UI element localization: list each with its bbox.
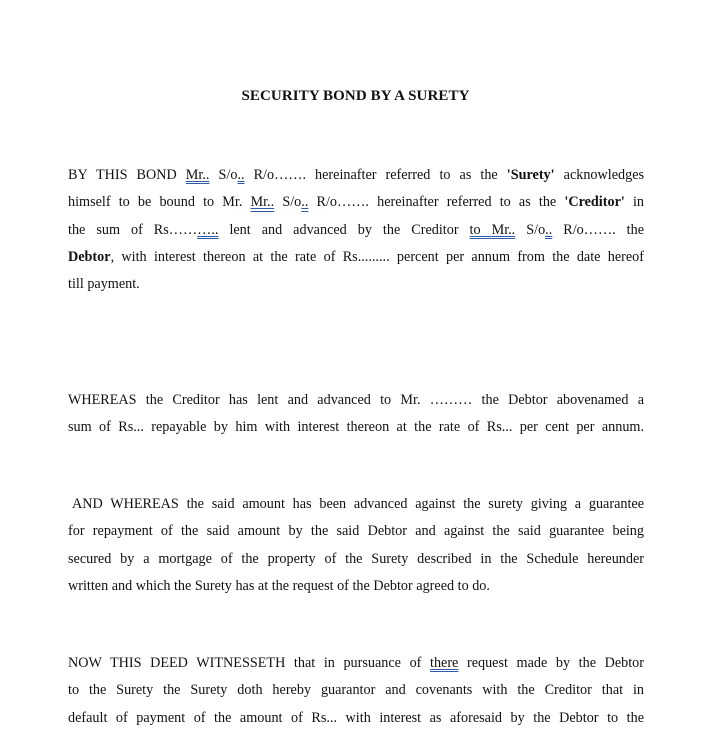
paragraph-and-whereas (68, 494, 644, 603)
term-surety: 'Surety' (506, 167, 555, 183)
text-line: Debtor, with interest thereon at the rate of Rs......... percent per annum from the date hereof (68, 248, 644, 265)
spellcheck-word: ….. (197, 221, 219, 238)
paragraph-bond (68, 165, 644, 301)
paragraph-witnesseth (68, 653, 644, 735)
text-line: sum of Rs... repayable by him with interest thereon at the rate of Rs... per cent per annum. (68, 419, 644, 436)
spellcheck-word: .. (545, 221, 553, 238)
spellcheck-word: Mr.. (250, 194, 275, 211)
paragraph-whereas (68, 390, 644, 445)
text-line: the sum of Rs……….. lent and advanced by the Creditor to Mr.. S/o.. R/o……. the (68, 221, 645, 238)
spellcheck-word: Mr.. (185, 167, 210, 183)
text-line: till payment. (68, 276, 140, 293)
spellcheck-word: .. (301, 194, 309, 211)
spellcheck-word: there (430, 655, 459, 671)
term-creditor: 'Creditor' (564, 194, 625, 211)
term-debtor: Debtor (68, 248, 111, 265)
text-line: BY THIS BOND Mr.. S/o.. R/o……. hereinafter referred to as the 'Surety' acknowledges (68, 167, 645, 183)
text-line: AND WHEREAS the said amount has been advanced against the surety giving a guarantee (72, 496, 644, 512)
text-line: written and which the Surety has at the request of the Debtor agreed to do. (68, 577, 490, 594)
text-line: NOW THIS DEED WITNESSETH that in pursuance of there request made by the Debtor (68, 655, 644, 671)
document-title: SECURITY BOND BY A SURETY (241, 88, 470, 104)
spellcheck-word: to Mr.. (469, 221, 516, 238)
text-line: for repayment of the said amount by the said Debtor and against the said guarantee being (68, 523, 644, 540)
text-line: default of payment of the amount of Rs... with interest as aforesaid by the Debtor to the (68, 709, 644, 726)
text-line: secured by a mortgage of the property of the Surety described in the Schedule hereunder (68, 550, 644, 567)
spellcheck-word: .. (237, 167, 245, 183)
text-line: to the Surety the Surety doth hereby guarantor and covenants with the Creditor that in (68, 682, 644, 699)
text-line: himself to be bound to Mr. Mr.. S/o.. R/o……. hereinafter referred to as the 'Creditor' in (68, 194, 645, 211)
text-line: WHEREAS the Creditor has lent and advanced to Mr. ……… the Debtor abovenamed a (68, 392, 644, 408)
